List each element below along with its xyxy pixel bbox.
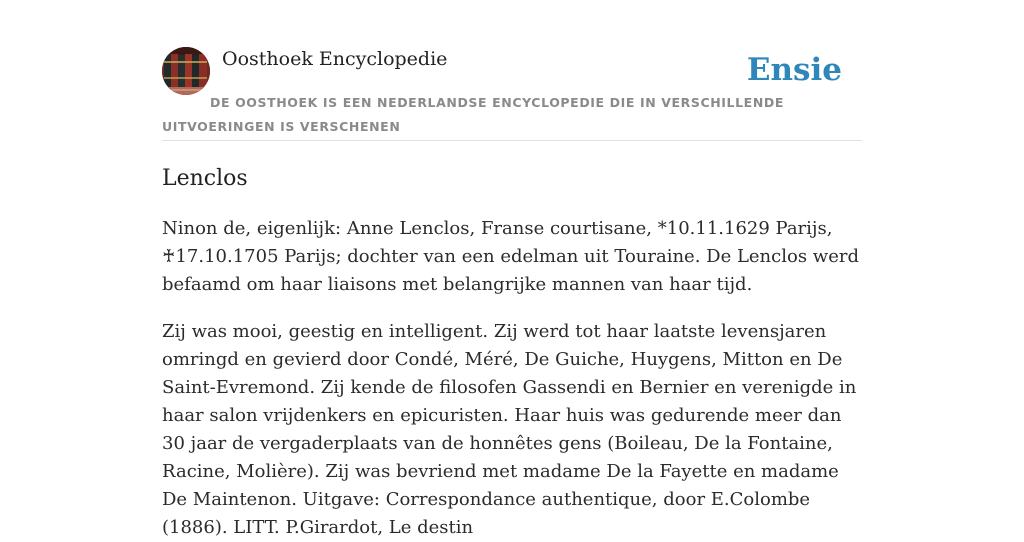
article-paragraph: Ninon de, eigenlijk: Anne Lenclos, Franse courtisane, *10.11.1629 Parijs, ♰17.10.1705 Parijs; dochter van een edelman uit Touraine. De Lenclos werd befaamd om haar liaisons met belangrijke mannen van haar tijd.	[162, 218, 859, 295]
article-title: Lenclos	[162, 166, 248, 191]
brand-logo[interactable]: Ensie	[746, 52, 842, 88]
site-tagline: DE OOSTHOEK IS EEN NEDERLANDSE ENCYCLOPEDIE DIE IN VERSCHILLENDE UITVOERINGEN IS VERSCHENEN	[162, 95, 784, 134]
site-name[interactable]: Oosthoek Encyclopedie	[222, 48, 448, 70]
article-paragraph: Zij was mooi, geestig en intelligent. Zij werd tot haar laatste levensjaren omringd en gevierd door Condé, Méré, De Guiche, Huygens, Mitton en De Saint-Evremond. Zij kende de filosofen Gassendi en Bernier en verenigde in haar salon vrijdenkers en epicuristen. Haar huis was gedurende meer dan 30 jaar de vergaderplaats van de honnêtes gens (Boileau, De la Fontaine, Racine, Molière). Zij was bevriend met madame De la Fayette en madame De Maintenon. Uitgave: Correspondance authentique, door E.Colombe (1886). LITT. P.Girardot, Le destin	[162, 321, 857, 538]
site-header	[162, 46, 862, 141]
books-icon[interactable]	[162, 47, 210, 95]
article	[162, 162, 862, 542]
